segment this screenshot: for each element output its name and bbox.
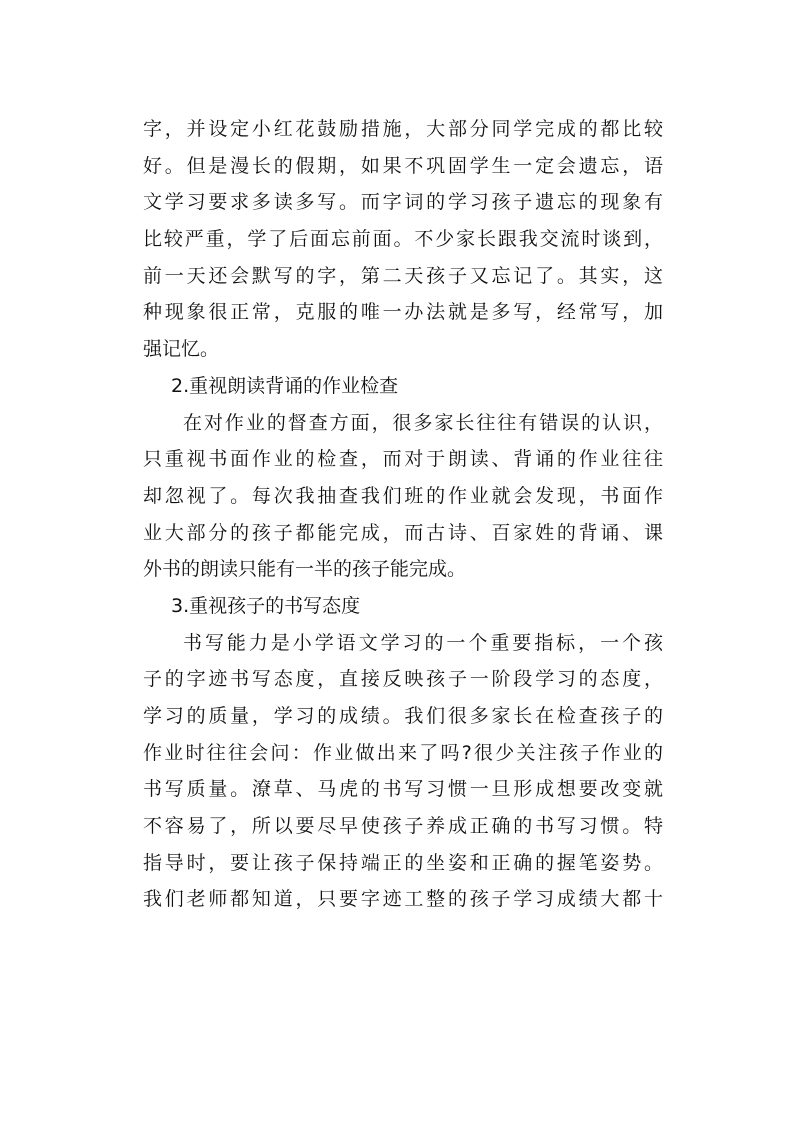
paragraph-line: 业大部分的孩子都能完成，而古诗、百家姓的背诵、课: [143, 521, 663, 544]
paragraph-line: 字，并设定小红花鼓励措施，大部分同学完成的都比较: [143, 118, 663, 140]
paragraph-line: 比较严重，学了后面忘前面。不少家长跟我交流时谈到，: [143, 228, 663, 251]
paragraph-line: 外书的朗读只能有一半的孩子能完成。: [143, 558, 467, 581]
paragraph-line: 学习的质量，学习的成绩。我们很多家长在检查孩子的: [143, 705, 663, 727]
paragraph-line: 只重视书面作业的检查，而对于朗读、背诵的作业往往: [143, 448, 663, 471]
document-body: [143, 111, 663, 918]
paragraph-line: 强记忆。: [143, 338, 220, 361]
paragraph-line: 在对作业的督查方面，很多家长往往有错误的认识，: [183, 411, 663, 434]
section-heading: 3.重视孩子的书写态度: [171, 594, 361, 617]
paragraph-line: 作业时往往会问：作业做出来了吗?很少关注孩子作业的: [143, 741, 663, 764]
paragraph-line: 前一天还会默写的字，第二天孩子又忘记了。其实，这: [143, 264, 663, 287]
paragraph-line: 指导时，要让孩子保持端正的坐姿和正确的握笔姿势。: [143, 851, 663, 874]
paragraph-line: 种现象很正常，克服的唯一办法就是多写，经常写，加: [143, 301, 663, 324]
paragraph-line: 不容易了，所以要尽早使孩子养成正确的书写习惯。特: [143, 815, 663, 838]
paragraph-line: 我们老师都知道，只要字迹工整的孩子学习成绩大都十: [143, 888, 663, 911]
paragraph-line: 书写能力是小学语文学习的一个重要指标，一个孩: [183, 631, 663, 654]
paragraph-line: 子的字迹书写态度，直接反映孩子一阶段学习的态度，: [143, 668, 663, 691]
section-heading: 2.重视朗读背诵的作业检查: [171, 374, 399, 397]
paragraph-line: 文学习要求多读多写。而字词的学习孩子遗忘的现象有: [143, 191, 663, 214]
paragraph-line: 好。但是漫长的假期，如果不巩固学生一定会遗忘，语: [143, 154, 663, 177]
paragraph-line: 书写质量。潦草、马虎的书写习惯一旦形成想要改变就: [143, 778, 663, 801]
paragraph-line: 却忽视了。每次我抽查我们班的作业就会发现，书面作: [143, 484, 663, 507]
